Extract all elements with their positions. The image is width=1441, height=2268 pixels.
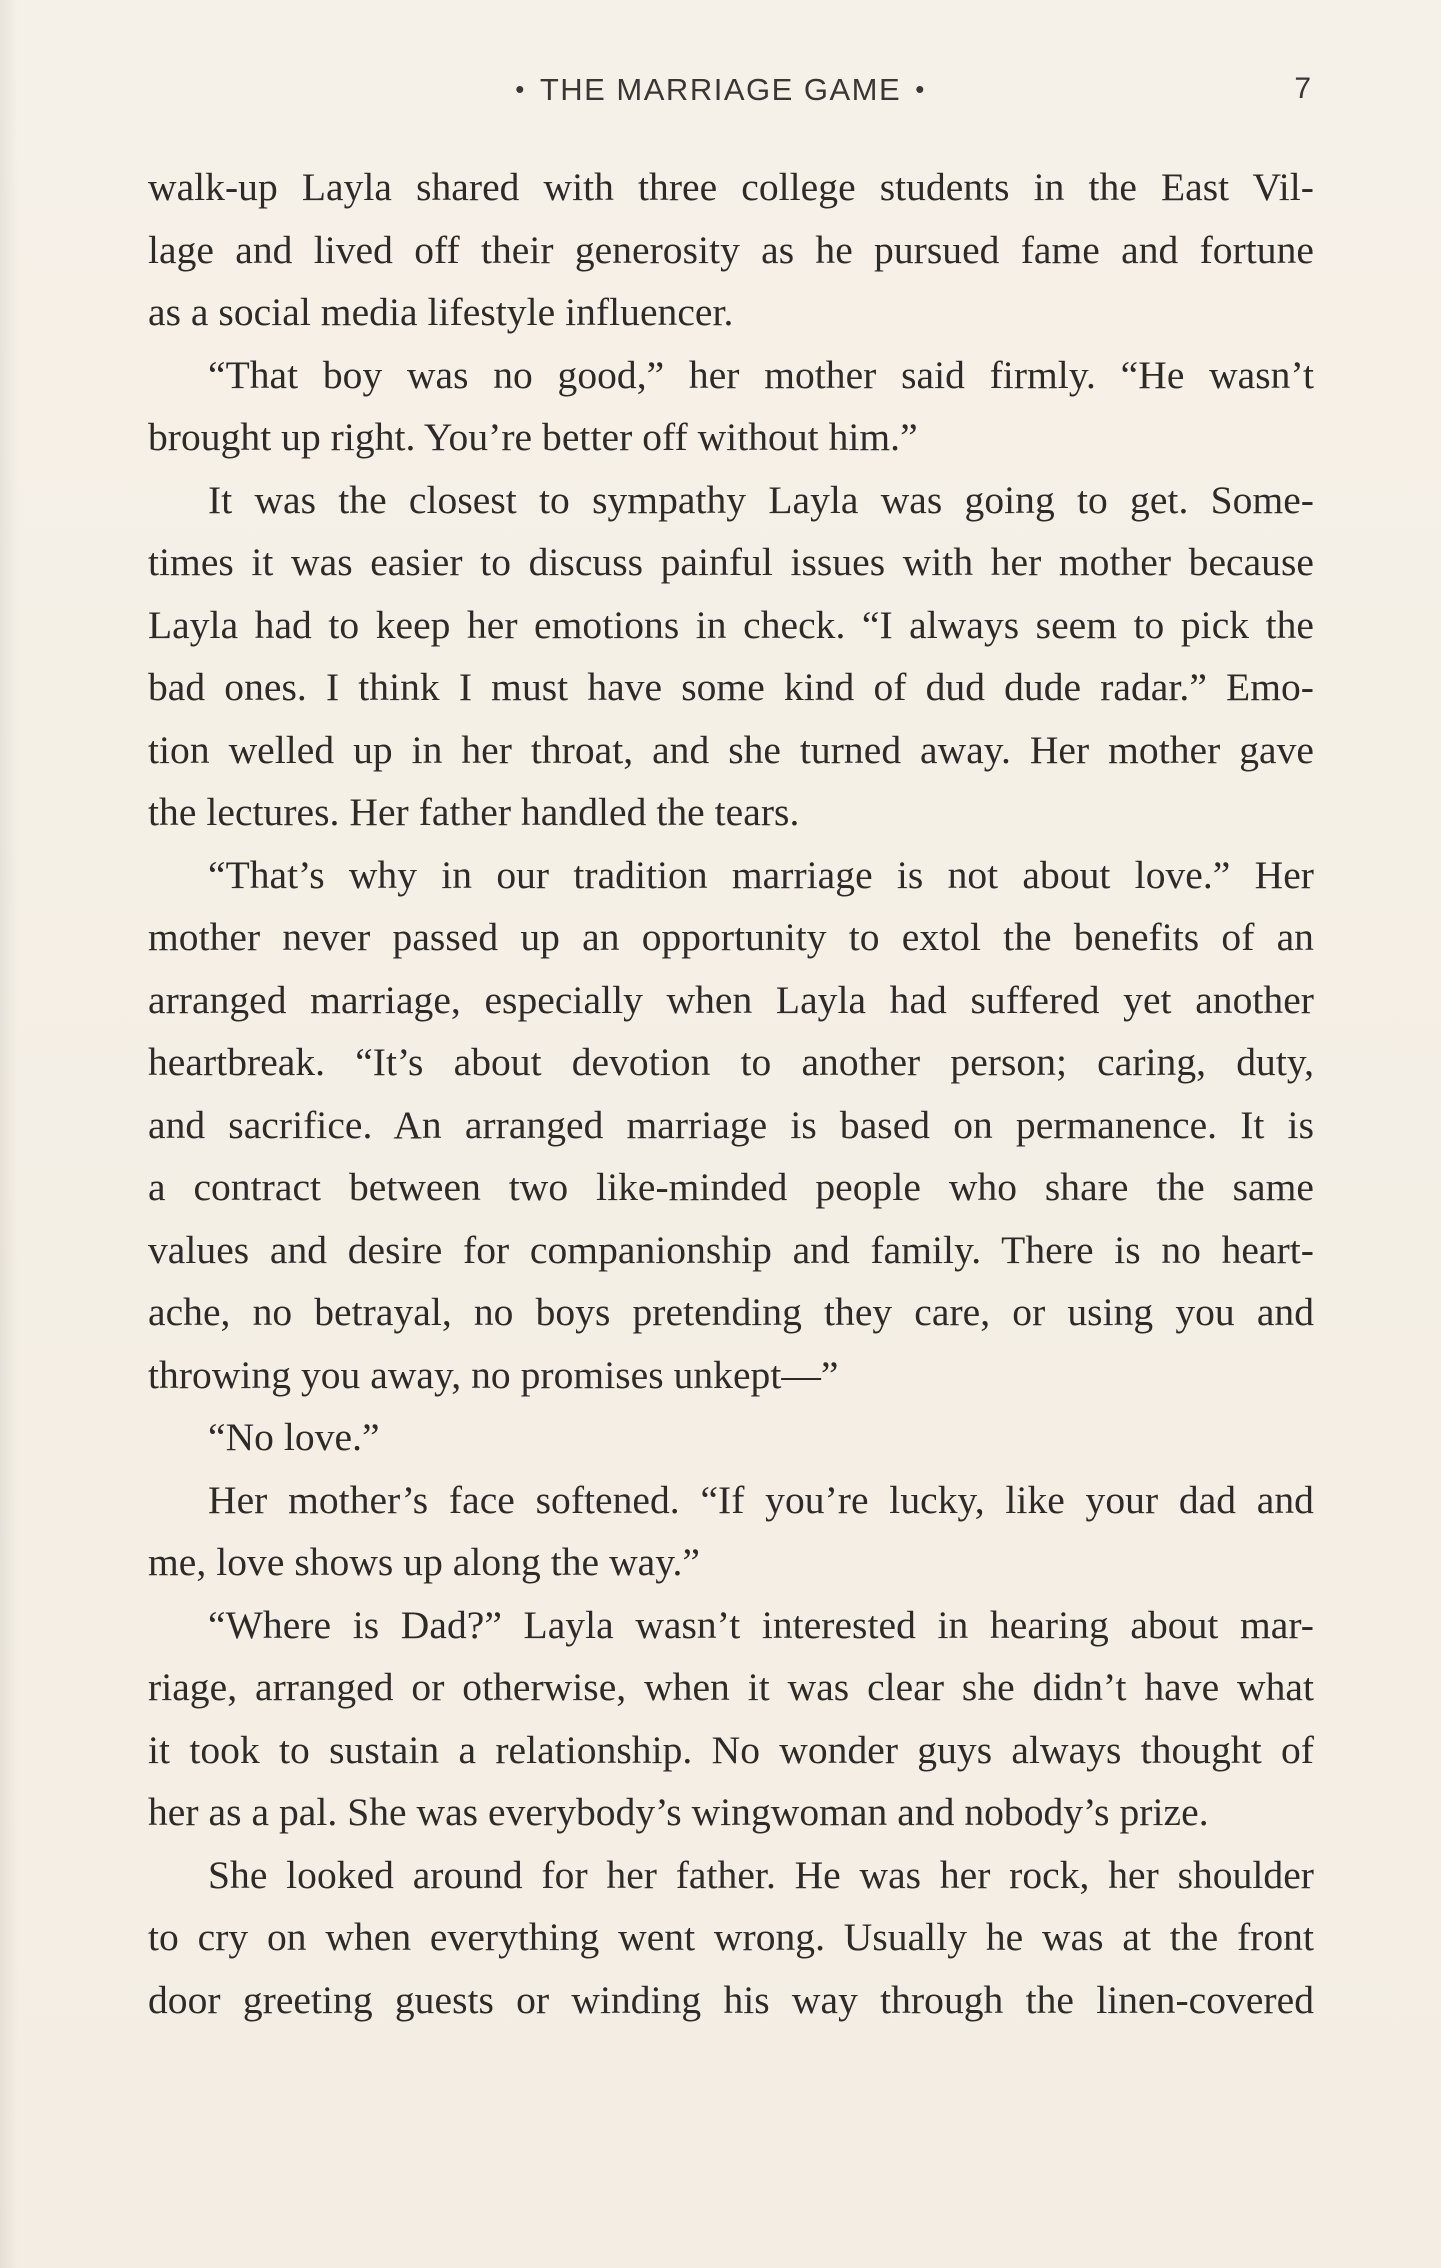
text-line: the lectures. Her father handled the tears. <box>148 790 800 834</box>
text-line: bad ones. I think I must have some kind of dud dude radar.” Emo- <box>148 665 1314 709</box>
paragraph-first-line: “That boy was no good,” her mother said firmly. “He wasn’t <box>208 352 1314 397</box>
text-line: heartbreak. “It’s about devotion to another person; caring, duty, <box>148 1040 1314 1084</box>
page-number: 7 <box>1294 72 1311 105</box>
text-line: it took to sustain a relationship. No wonder guys always thought of <box>148 1727 1314 1772</box>
text-line: walk-up Layla shared with three college students in the East Vil- <box>148 165 1314 209</box>
paragraph-first-line: Her mother’s face softened. “If you’re lucky, like your dad and <box>208 1477 1314 1522</box>
paragraph-first-line: She looked around for her father. He was her rock, her shoulder <box>208 1852 1314 1897</box>
text-line: to cry on when everything went wrong. Usually he was at the front <box>148 1915 1314 1959</box>
text-line: tion welled up in her throat, and she turned away. Her mother gave <box>148 727 1314 772</box>
text-line: and sacrifice. An arranged marriage is based on permanence. It is <box>148 1102 1314 1147</box>
text-line: ache, no betrayal, no boys pretending they care, or using you and <box>148 1290 1314 1334</box>
text-line: door greeting guests or winding his way through the linen-covered <box>148 1977 1314 2022</box>
page-header <box>0 64 1441 114</box>
text-line: values and desire for companionship and family. There is no heart- <box>148 1227 1314 1272</box>
text-line: a contract between two like-minded people who share the same <box>148 1165 1314 1209</box>
bullet-left: • <box>515 74 526 104</box>
paragraph-first-line: “Where is Dad?” Layla wasn’t interested in hearing about mar- <box>208 1602 1314 1647</box>
text-line: throwing you away, no promises unkept—” <box>148 1352 839 1397</box>
text-line: arranged marriage, especially when Layla had suffered yet another <box>148 977 1314 1022</box>
text-line: me, love shows up along the way.” <box>148 1540 700 1584</box>
paragraph-first-line: “No love.” <box>208 1415 380 1459</box>
text-line: times it was easier to discuss painful issues with her mother because <box>148 540 1314 584</box>
text-line: as a social media lifestyle influencer. <box>148 290 734 334</box>
text-line: mother never passed up an opportunity to extol the benefits of an <box>148 915 1314 959</box>
text-line: lage and lived off their generosity as he pursued fame and fortune <box>148 227 1314 272</box>
running-head <box>0 64 1441 115</box>
paragraph-first-line: “That’s why in our tradition marriage is not about love.” Her <box>208 852 1314 897</box>
text-line: her as a pal. She was everybody’s wingwoman and nobody’s prize. <box>148 1790 1209 1834</box>
body-text <box>148 156 1314 2031</box>
bullet-right: • <box>915 74 926 104</box>
text-line: Layla had to keep her emotions in check. “I always seem to pick the <box>148 602 1314 647</box>
text-line: brought up right. You’re better off without him.” <box>148 415 918 459</box>
paragraph-first-line: It was the closest to sympathy Layla was going to get. Some- <box>208 477 1314 522</box>
text-line: riage, arranged or otherwise, when it was clear she didn’t have what <box>148 1665 1314 1709</box>
running-title: THE MARRIAGE GAME <box>539 72 902 107</box>
